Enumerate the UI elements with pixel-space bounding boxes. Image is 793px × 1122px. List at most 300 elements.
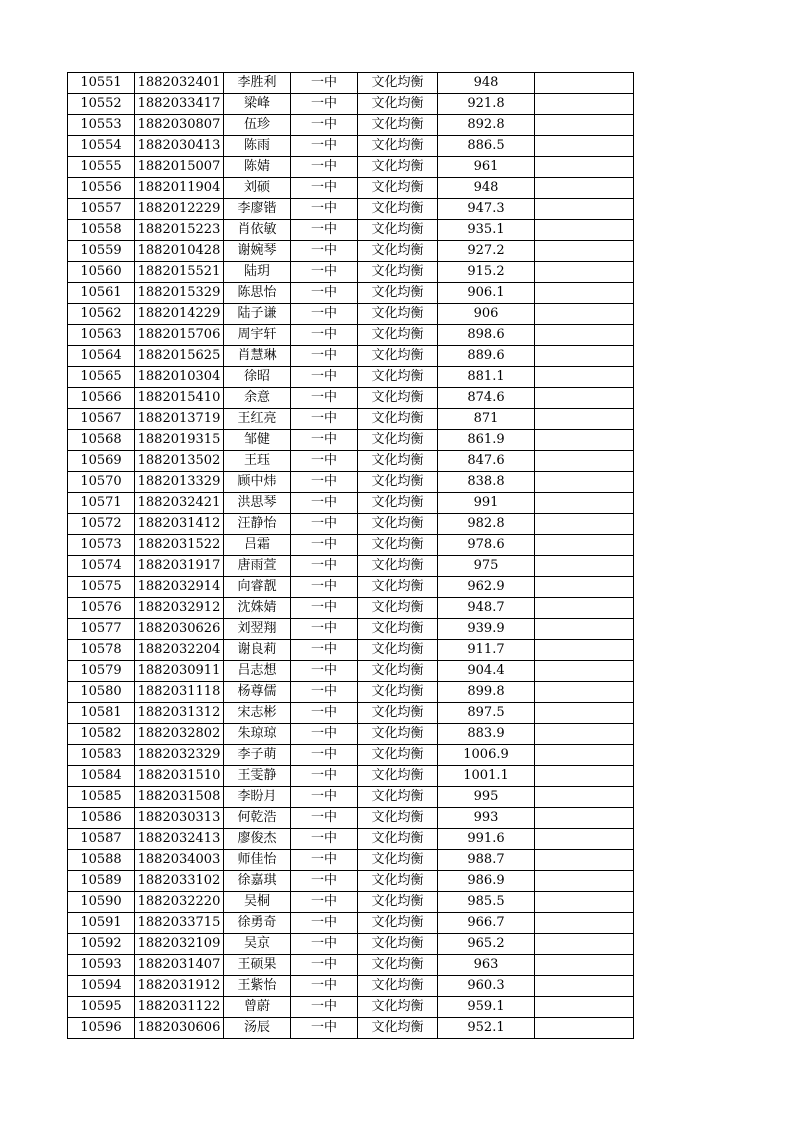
score-cell: 904.4	[438, 661, 535, 682]
exam-id-cell: 1882031508	[135, 787, 224, 808]
table-row	[68, 1018, 634, 1039]
seq-cell: 10593	[68, 955, 135, 976]
exam-id-cell: 1882032421	[135, 493, 224, 514]
score-cell: 874.6	[438, 388, 535, 409]
seq-cell: 10565	[68, 367, 135, 388]
school-cell: 一中	[291, 346, 358, 367]
exam-id-cell: 1882015521	[135, 262, 224, 283]
seq-cell: 10596	[68, 1018, 135, 1039]
name-cell: 王紫怡	[224, 976, 291, 997]
score-cell: 978.6	[438, 535, 535, 556]
seq-cell: 10568	[68, 430, 135, 451]
category-cell: 文化均衡	[358, 976, 438, 997]
name-cell: 吴桐	[224, 892, 291, 913]
name-cell: 肖依敏	[224, 220, 291, 241]
score-cell: 889.6	[438, 346, 535, 367]
school-cell: 一中	[291, 451, 358, 472]
school-cell: 一中	[291, 766, 358, 787]
school-cell: 一中	[291, 955, 358, 976]
table-row	[68, 73, 634, 94]
note-cell	[535, 514, 634, 535]
note-cell	[535, 787, 634, 808]
school-cell: 一中	[291, 493, 358, 514]
exam-id-cell: 1882015223	[135, 220, 224, 241]
table-row	[68, 115, 634, 136]
school-cell: 一中	[291, 1018, 358, 1039]
exam-id-cell: 1882030413	[135, 136, 224, 157]
category-cell: 文化均衡	[358, 451, 438, 472]
note-cell	[535, 640, 634, 661]
seq-cell: 10554	[68, 136, 135, 157]
seq-cell: 10580	[68, 682, 135, 703]
name-cell: 邹健	[224, 430, 291, 451]
category-cell: 文化均衡	[358, 241, 438, 262]
name-cell: 李盼月	[224, 787, 291, 808]
exam-id-cell: 1882015329	[135, 283, 224, 304]
score-cell: 975	[438, 556, 535, 577]
category-cell: 文化均衡	[358, 535, 438, 556]
table-row	[68, 367, 634, 388]
exam-id-cell: 1882033715	[135, 913, 224, 934]
school-cell: 一中	[291, 304, 358, 325]
note-cell	[535, 955, 634, 976]
school-cell: 一中	[291, 598, 358, 619]
note-cell	[535, 997, 634, 1018]
note-cell	[535, 283, 634, 304]
school-cell: 一中	[291, 367, 358, 388]
school-cell: 一中	[291, 199, 358, 220]
exam-id-cell: 1882010428	[135, 241, 224, 262]
score-cell: 838.8	[438, 472, 535, 493]
note-cell	[535, 661, 634, 682]
name-cell: 谢良莉	[224, 640, 291, 661]
note-cell	[535, 430, 634, 451]
exam-id-cell: 1882015625	[135, 346, 224, 367]
note-cell	[535, 325, 634, 346]
score-cell: 952.1	[438, 1018, 535, 1039]
school-cell: 一中	[291, 871, 358, 892]
score-cell: 927.2	[438, 241, 535, 262]
category-cell: 文化均衡	[358, 577, 438, 598]
note-cell	[535, 535, 634, 556]
score-cell: 883.9	[438, 724, 535, 745]
table-row	[68, 640, 634, 661]
score-cell: 906.1	[438, 283, 535, 304]
school-cell: 一中	[291, 472, 358, 493]
category-cell: 文化均衡	[358, 703, 438, 724]
seq-cell: 10584	[68, 766, 135, 787]
table-row	[68, 346, 634, 367]
school-cell: 一中	[291, 220, 358, 241]
score-cell: 871	[438, 409, 535, 430]
name-cell: 伍珍	[224, 115, 291, 136]
category-cell: 文化均衡	[358, 94, 438, 115]
name-cell: 肖慧琳	[224, 346, 291, 367]
table-body	[68, 73, 634, 1039]
category-cell: 文化均衡	[358, 199, 438, 220]
category-cell: 文化均衡	[358, 913, 438, 934]
table-row	[68, 577, 634, 598]
note-cell	[535, 619, 634, 640]
seq-cell: 10574	[68, 556, 135, 577]
score-cell: 966.7	[438, 913, 535, 934]
school-cell: 一中	[291, 325, 358, 346]
name-cell: 汤辰	[224, 1018, 291, 1039]
table-row	[68, 304, 634, 325]
name-cell: 顾中炜	[224, 472, 291, 493]
exam-id-cell: 1882032914	[135, 577, 224, 598]
school-cell: 一中	[291, 241, 358, 262]
note-cell	[535, 94, 634, 115]
name-cell: 徐勇奇	[224, 913, 291, 934]
score-cell: 897.5	[438, 703, 535, 724]
table-row	[68, 388, 634, 409]
seq-cell: 10564	[68, 346, 135, 367]
seq-cell: 10555	[68, 157, 135, 178]
score-cell: 1006.9	[438, 745, 535, 766]
score-cell: 1001.1	[438, 766, 535, 787]
school-cell: 一中	[291, 934, 358, 955]
seq-cell: 10553	[68, 115, 135, 136]
table-row	[68, 829, 634, 850]
seq-cell: 10567	[68, 409, 135, 430]
exam-id-cell: 1882032401	[135, 73, 224, 94]
school-cell: 一中	[291, 787, 358, 808]
table-row	[68, 724, 634, 745]
category-cell: 文化均衡	[358, 997, 438, 1018]
name-cell: 汪静怡	[224, 514, 291, 535]
category-cell: 文化均衡	[358, 619, 438, 640]
note-cell	[535, 892, 634, 913]
school-cell: 一中	[291, 283, 358, 304]
seq-cell: 10573	[68, 535, 135, 556]
name-cell: 杨尊儒	[224, 682, 291, 703]
table-row	[68, 619, 634, 640]
score-cell: 898.6	[438, 325, 535, 346]
exam-id-cell: 1882031122	[135, 997, 224, 1018]
category-cell: 文化均衡	[358, 388, 438, 409]
seq-cell: 10586	[68, 808, 135, 829]
exam-id-cell: 1882032109	[135, 934, 224, 955]
seq-cell: 10591	[68, 913, 135, 934]
score-cell: 962.9	[438, 577, 535, 598]
note-cell	[535, 934, 634, 955]
name-cell: 陈雨	[224, 136, 291, 157]
name-cell: 陈思怡	[224, 283, 291, 304]
note-cell	[535, 598, 634, 619]
score-cell: 881.1	[438, 367, 535, 388]
exam-id-cell: 1882011904	[135, 178, 224, 199]
table-row	[68, 262, 634, 283]
exam-id-cell: 1882032329	[135, 745, 224, 766]
exam-id-cell: 1882032912	[135, 598, 224, 619]
note-cell	[535, 136, 634, 157]
note-cell	[535, 346, 634, 367]
school-cell: 一中	[291, 157, 358, 178]
name-cell: 谢婉琴	[224, 241, 291, 262]
note-cell	[535, 493, 634, 514]
table-row	[68, 472, 634, 493]
table-row	[68, 766, 634, 787]
category-cell: 文化均衡	[358, 556, 438, 577]
note-cell	[535, 1018, 634, 1039]
score-cell: 948	[438, 178, 535, 199]
category-cell: 文化均衡	[358, 115, 438, 136]
name-cell: 王硕果	[224, 955, 291, 976]
exam-id-cell: 1882012229	[135, 199, 224, 220]
school-cell: 一中	[291, 640, 358, 661]
note-cell	[535, 829, 634, 850]
table-row	[68, 157, 634, 178]
exam-id-cell: 1882030626	[135, 619, 224, 640]
school-cell: 一中	[291, 913, 358, 934]
score-cell: 993	[438, 808, 535, 829]
school-cell: 一中	[291, 556, 358, 577]
exam-id-cell: 1882030606	[135, 1018, 224, 1039]
note-cell	[535, 724, 634, 745]
category-cell: 文化均衡	[358, 472, 438, 493]
name-cell: 吕霜	[224, 535, 291, 556]
seq-cell: 10560	[68, 262, 135, 283]
seq-cell: 10582	[68, 724, 135, 745]
score-cell: 886.5	[438, 136, 535, 157]
school-cell: 一中	[291, 430, 358, 451]
name-cell: 沈姝婧	[224, 598, 291, 619]
school-cell: 一中	[291, 976, 358, 997]
exam-id-cell: 1882019315	[135, 430, 224, 451]
table-row	[68, 598, 634, 619]
note-cell	[535, 451, 634, 472]
category-cell: 文化均衡	[358, 892, 438, 913]
seq-cell: 10579	[68, 661, 135, 682]
seq-cell: 10594	[68, 976, 135, 997]
category-cell: 文化均衡	[358, 724, 438, 745]
seq-cell: 10585	[68, 787, 135, 808]
score-cell: 982.8	[438, 514, 535, 535]
table-row	[68, 850, 634, 871]
note-cell	[535, 178, 634, 199]
name-cell: 曾蔚	[224, 997, 291, 1018]
category-cell: 文化均衡	[358, 136, 438, 157]
name-cell: 余意	[224, 388, 291, 409]
exam-id-cell: 1882031917	[135, 556, 224, 577]
school-cell: 一中	[291, 115, 358, 136]
name-cell: 唐雨萱	[224, 556, 291, 577]
seq-cell: 10566	[68, 388, 135, 409]
table-row	[68, 430, 634, 451]
school-cell: 一中	[291, 850, 358, 871]
seq-cell: 10552	[68, 94, 135, 115]
category-cell: 文化均衡	[358, 430, 438, 451]
school-cell: 一中	[291, 745, 358, 766]
seq-cell: 10557	[68, 199, 135, 220]
exam-id-cell: 1882030807	[135, 115, 224, 136]
note-cell	[535, 682, 634, 703]
category-cell: 文化均衡	[358, 157, 438, 178]
seq-cell: 10588	[68, 850, 135, 871]
note-cell	[535, 871, 634, 892]
category-cell: 文化均衡	[358, 787, 438, 808]
name-cell: 陆子谦	[224, 304, 291, 325]
table-row	[68, 241, 634, 262]
school-cell: 一中	[291, 892, 358, 913]
seq-cell: 10578	[68, 640, 135, 661]
table-row	[68, 703, 634, 724]
table-row	[68, 451, 634, 472]
seq-cell: 10558	[68, 220, 135, 241]
seq-cell: 10570	[68, 472, 135, 493]
category-cell: 文化均衡	[358, 178, 438, 199]
exam-id-cell: 1882031912	[135, 976, 224, 997]
category-cell: 文化均衡	[358, 934, 438, 955]
name-cell: 刘硕	[224, 178, 291, 199]
category-cell: 文化均衡	[358, 304, 438, 325]
name-cell: 徐昭	[224, 367, 291, 388]
score-cell: 995	[438, 787, 535, 808]
score-cell: 988.7	[438, 850, 535, 871]
note-cell	[535, 262, 634, 283]
category-cell: 文化均衡	[358, 493, 438, 514]
school-cell: 一中	[291, 409, 358, 430]
category-cell: 文化均衡	[358, 346, 438, 367]
score-cell: 961	[438, 157, 535, 178]
seq-cell: 10571	[68, 493, 135, 514]
note-cell	[535, 199, 634, 220]
score-cell: 991	[438, 493, 535, 514]
category-cell: 文化均衡	[358, 640, 438, 661]
seq-cell: 10581	[68, 703, 135, 724]
score-cell: 847.6	[438, 451, 535, 472]
note-cell	[535, 556, 634, 577]
category-cell: 文化均衡	[358, 850, 438, 871]
table-row	[68, 514, 634, 535]
table-row	[68, 787, 634, 808]
name-cell: 廖俊杰	[224, 829, 291, 850]
school-cell: 一中	[291, 703, 358, 724]
name-cell: 梁峰	[224, 94, 291, 115]
name-cell: 陆玥	[224, 262, 291, 283]
note-cell	[535, 745, 634, 766]
note-cell	[535, 808, 634, 829]
seq-cell: 10563	[68, 325, 135, 346]
seq-cell: 10556	[68, 178, 135, 199]
exam-id-cell: 1882032220	[135, 892, 224, 913]
category-cell: 文化均衡	[358, 745, 438, 766]
seq-cell: 10562	[68, 304, 135, 325]
table-row	[68, 556, 634, 577]
note-cell	[535, 913, 634, 934]
school-cell: 一中	[291, 94, 358, 115]
school-cell: 一中	[291, 619, 358, 640]
exam-id-cell: 1882030911	[135, 661, 224, 682]
category-cell: 文化均衡	[358, 598, 438, 619]
note-cell	[535, 157, 634, 178]
score-cell: 965.2	[438, 934, 535, 955]
name-cell: 王雯静	[224, 766, 291, 787]
table-row	[68, 871, 634, 892]
name-cell: 吴京	[224, 934, 291, 955]
score-cell: 991.6	[438, 829, 535, 850]
score-cell: 960.3	[438, 976, 535, 997]
school-cell: 一中	[291, 178, 358, 199]
score-cell: 921.8	[438, 94, 535, 115]
note-cell	[535, 409, 634, 430]
school-cell: 一中	[291, 136, 358, 157]
category-cell: 文化均衡	[358, 220, 438, 241]
table-row	[68, 220, 634, 241]
name-cell: 陈婧	[224, 157, 291, 178]
school-cell: 一中	[291, 997, 358, 1018]
table-row	[68, 94, 634, 115]
table-row	[68, 976, 634, 997]
note-cell	[535, 577, 634, 598]
exam-id-cell: 1882032802	[135, 724, 224, 745]
name-cell: 李子萌	[224, 745, 291, 766]
exam-id-cell: 1882031522	[135, 535, 224, 556]
table-row	[68, 745, 634, 766]
table-row	[68, 493, 634, 514]
exam-id-cell: 1882032204	[135, 640, 224, 661]
name-cell: 宋志彬	[224, 703, 291, 724]
note-cell	[535, 367, 634, 388]
category-cell: 文化均衡	[358, 409, 438, 430]
name-cell: 徐嘉琪	[224, 871, 291, 892]
category-cell: 文化均衡	[358, 955, 438, 976]
score-cell: 861.9	[438, 430, 535, 451]
category-cell: 文化均衡	[358, 871, 438, 892]
seq-cell: 10577	[68, 619, 135, 640]
exam-id-cell: 1882031118	[135, 682, 224, 703]
school-cell: 一中	[291, 724, 358, 745]
category-cell: 文化均衡	[358, 766, 438, 787]
exam-id-cell: 1882031312	[135, 703, 224, 724]
school-cell: 一中	[291, 829, 358, 850]
table-row	[68, 808, 634, 829]
seq-cell: 10569	[68, 451, 135, 472]
exam-id-cell: 1882031412	[135, 514, 224, 535]
score-cell: 915.2	[438, 262, 535, 283]
name-cell: 吕志想	[224, 661, 291, 682]
name-cell: 王红亮	[224, 409, 291, 430]
note-cell	[535, 73, 634, 94]
school-cell: 一中	[291, 682, 358, 703]
exam-id-cell: 1882031407	[135, 955, 224, 976]
note-cell	[535, 220, 634, 241]
exam-id-cell: 1882013329	[135, 472, 224, 493]
score-cell: 963	[438, 955, 535, 976]
exam-id-cell: 1882033102	[135, 871, 224, 892]
school-cell: 一中	[291, 262, 358, 283]
name-cell: 刘翌翔	[224, 619, 291, 640]
note-cell	[535, 850, 634, 871]
category-cell: 文化均衡	[358, 661, 438, 682]
name-cell: 朱琼琼	[224, 724, 291, 745]
note-cell	[535, 304, 634, 325]
name-cell: 李胜利	[224, 73, 291, 94]
seq-cell: 10592	[68, 934, 135, 955]
school-cell: 一中	[291, 661, 358, 682]
note-cell	[535, 472, 634, 493]
name-cell: 周宇轩	[224, 325, 291, 346]
school-cell: 一中	[291, 808, 358, 829]
category-cell: 文化均衡	[358, 283, 438, 304]
table-row	[68, 136, 634, 157]
score-cell: 948	[438, 73, 535, 94]
table-row	[68, 178, 634, 199]
school-cell: 一中	[291, 514, 358, 535]
school-cell: 一中	[291, 577, 358, 598]
name-cell: 李廖锴	[224, 199, 291, 220]
